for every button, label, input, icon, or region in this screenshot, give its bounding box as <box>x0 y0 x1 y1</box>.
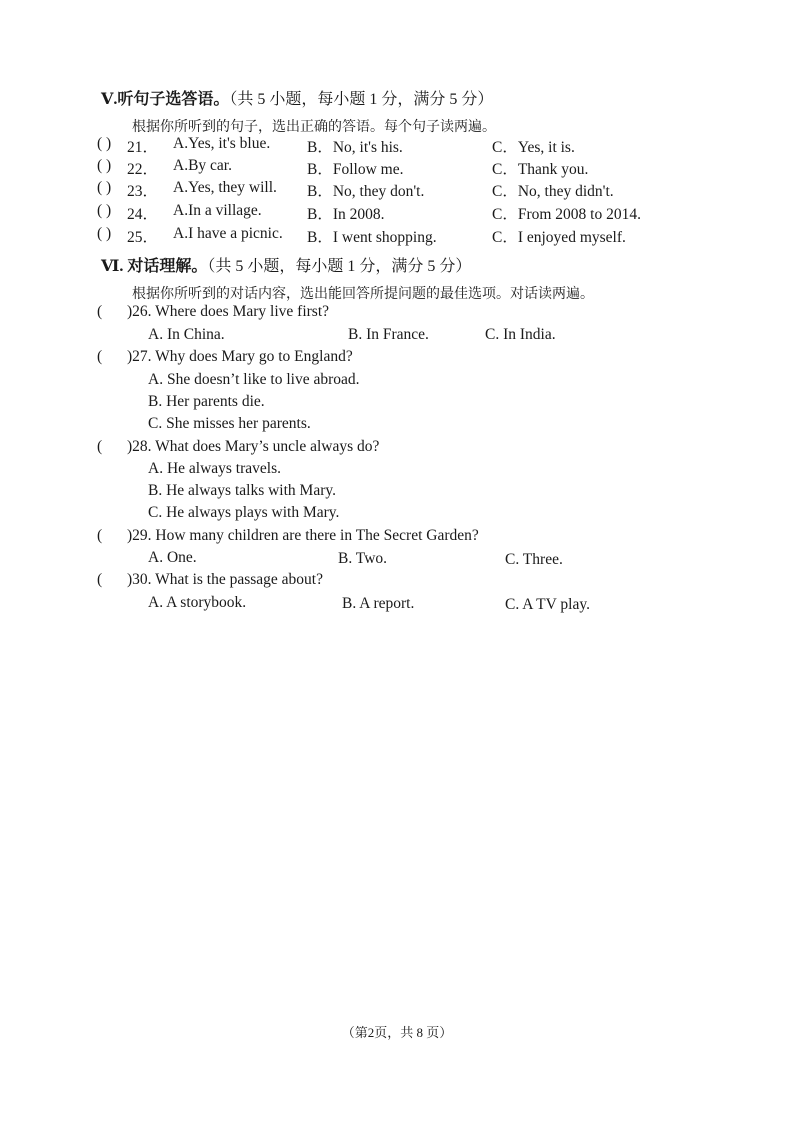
question-23 <box>97 179 717 201</box>
option-b: B. In France. <box>348 326 429 343</box>
answer-bracket[interactable]: ( <box>97 571 103 588</box>
question-25 <box>97 225 717 247</box>
option-c: C．Yes, it is. <box>492 139 575 156</box>
answer-bracket[interactable]: ( <box>97 348 103 365</box>
option-b: B. A report. <box>342 595 415 612</box>
option-b: B. He always talks with Mary. <box>148 482 336 499</box>
question-number: 21． <box>127 139 159 156</box>
answer-bracket[interactable]: ( ) <box>97 179 112 196</box>
section-6-heading: Ⅵ. 对话理解。 <box>101 258 208 275</box>
question-22 <box>97 157 717 179</box>
answer-bracket[interactable]: ( <box>97 438 103 455</box>
question-24 <box>97 202 717 224</box>
option-b: B. Two. <box>338 550 388 567</box>
option-b: B．In 2008. <box>307 206 385 223</box>
option-b: B．No, they don't. <box>307 183 425 200</box>
section-5-title <box>101 86 493 109</box>
option-c: C. Three. <box>505 551 563 568</box>
answer-bracket[interactable]: ( ) <box>97 225 112 242</box>
option-a: A. He always travels. <box>148 460 281 477</box>
question-number: 23． <box>127 183 159 200</box>
option-c: C．Thank you. <box>492 161 589 178</box>
option-a: A.By car. <box>173 157 232 174</box>
answer-bracket[interactable]: ( ) <box>97 202 112 219</box>
answer-bracket[interactable]: ( <box>97 527 103 544</box>
option-a: A. A storybook. <box>148 594 247 611</box>
option-c: C．No, they didn't. <box>492 183 614 200</box>
option-a: A.Yes, it's blue. <box>173 135 271 152</box>
option-c: C. A TV play. <box>505 596 590 613</box>
page-footer: （第2页，共 8 页） <box>341 1025 453 1040</box>
option-a: A.Yes, they will. <box>173 179 277 196</box>
question-text: )30. What is the passage about? <box>127 571 323 588</box>
option-c: C. In India. <box>485 326 556 343</box>
option-b: B. Her parents die. <box>148 393 265 410</box>
option-b: B．Follow me. <box>307 161 404 178</box>
question-number: 25． <box>127 229 159 246</box>
section-5-instruction: 根据你所听到的句子，选出正确的答语。每个句子读两遍。 <box>132 120 496 135</box>
option-a: A. She doesn’t like to live abroad. <box>148 371 360 388</box>
section-5-heading: Ⅴ.听句子选答语。 <box>101 91 230 108</box>
section-6-score: （共 5 小题，每小题 1 分，满分 5 分） <box>207 258 472 275</box>
section-6-title <box>101 253 471 276</box>
question-text: )29. How many children are there in The Secret Garden? <box>127 527 479 544</box>
option-b: B．I went shopping. <box>307 229 437 246</box>
option-a: A.I have a picnic. <box>173 225 283 242</box>
question-number: 22． <box>127 161 159 178</box>
option-c: C．I enjoyed myself. <box>492 229 626 246</box>
question-text: )27. Why does Mary go to England? <box>127 348 353 365</box>
section-6-instruction: 根据你所听到的对话内容，选出能回答所提问题的最佳选项。对话读两遍。 <box>132 287 594 302</box>
question-text: )26. Where does Mary live first? <box>127 303 330 320</box>
question-number: 24． <box>127 206 159 223</box>
section-5-score: （共 5 小题，每小题 1 分，满分 5 分） <box>229 91 494 108</box>
question-21 <box>97 135 717 157</box>
option-c: C．From 2008 to 2014. <box>492 206 641 223</box>
question-text: )28. What does Mary’s uncle always do? <box>127 438 380 455</box>
option-c: C. He always plays with Mary. <box>148 504 340 521</box>
answer-bracket[interactable]: ( <box>97 303 103 320</box>
answer-bracket[interactable]: ( ) <box>97 135 112 152</box>
option-a: A.In a village. <box>173 202 262 219</box>
answer-bracket[interactable]: ( ) <box>97 157 112 174</box>
option-a: A. One. <box>148 549 197 566</box>
option-a: A. In China. <box>148 326 225 343</box>
option-c: C. She misses her parents. <box>148 415 311 432</box>
option-b: B．No, it's his. <box>307 139 403 156</box>
